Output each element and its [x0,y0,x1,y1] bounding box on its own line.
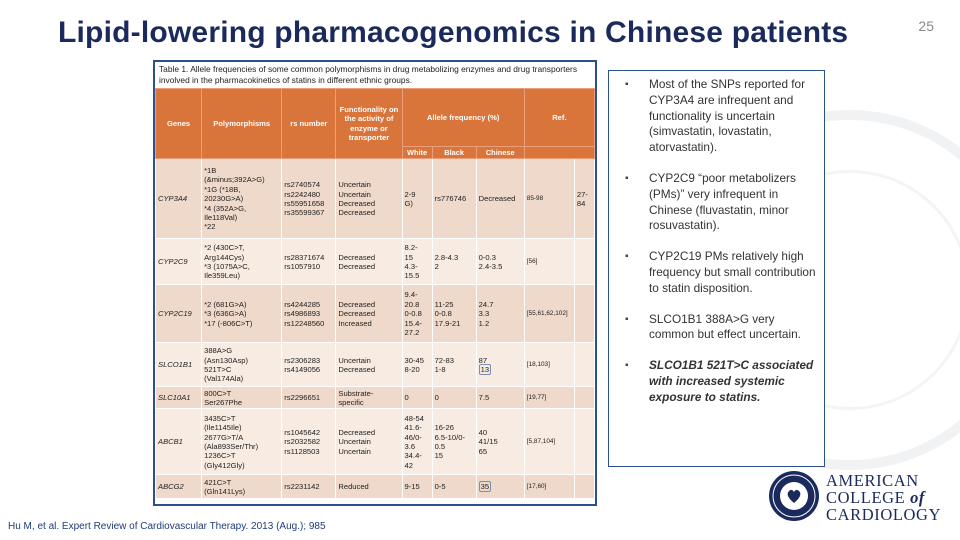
cell-functionality: Decreased Decreased Increased [336,285,402,343]
bullet-text: SLCO1B1 521T>C associated with increased systemic exposure to statins. [649,358,814,404]
table-body [156,159,595,499]
chinese-highlight-box: 13 [480,364,490,374]
cell-extra [574,239,594,285]
cell-polymorphism: 3435C>T (Ile1145Ile) 2677G>T/A (Ala893Ser/Thr) 1236C>T (Gly412Gly) [202,409,282,475]
table-row [156,285,595,343]
cell-ref: [55,61,62,102] [524,285,574,343]
bullet-text: CYP2C19 PMs relatively high frequency but small contribution to statin disposition. [649,249,816,295]
cell-chinese: 40 41/15 65 [476,409,524,475]
header-black: Black [432,147,476,159]
bullet-item [617,312,816,344]
cell-functionality: Uncertain Decreased [336,343,402,387]
cell-gene: CYP2C9 [156,239,202,285]
cell-extra: 27- 84 [574,159,594,239]
cell-white: 30-45 8-20 [402,343,432,387]
logo-line-2 [826,489,941,506]
bullet-icon: ▪ [625,79,629,90]
bullet-item [617,171,816,234]
bullet-icon: ▪ [625,360,629,372]
cell-rs-number: rs2231142 [282,475,336,499]
cell-ref: [17,60] [524,475,574,499]
header-ref: Ref. [524,89,594,147]
logo-line-2-of: of [910,488,926,507]
cell-rs-number: rs4244285 rs4986893 rs12248560 [282,285,336,343]
bullet-icon: ▪ [625,172,629,184]
cell-rs-number: rs1045642 rs2032582 rs1128503 [282,409,336,475]
cell-chinese: 7.5 [476,387,524,409]
header-polymorphisms: Polymorphisms [202,89,282,159]
cell-extra [574,387,594,409]
cell-rs-number: rs2296651 [282,387,336,409]
cell-chinese [476,475,524,499]
cell-white: 8.2- 15 4.3- 15.5 [402,239,432,285]
header-functionality: Functionality on the activity of enzyme or transporter [336,89,402,159]
cell-functionality: Substrate- specific [336,387,402,409]
chinese-highlight-box: 35 [480,482,490,492]
cell-functionality: Decreased Decreased [336,239,402,285]
cell-rs-number: rs28371674 rs1057910 [282,239,336,285]
cell-black: rs776746 [432,159,476,239]
acc-seal-icon [768,470,820,522]
cell-black: 0 [432,387,476,409]
cell-white: 0 [402,387,432,409]
cell-gene: ABCG2 [156,475,202,499]
cell-chinese: 87 13 [476,343,524,387]
slide-number: 25 [918,18,934,34]
cell-ref: [5,87,104] [524,409,574,475]
logo-line-3: CARDIOLOGY [826,505,942,524]
header-allele-frequency: Allele frequency (%) [402,89,524,147]
cell-extra [574,409,594,475]
cell-white: 2-9 G) [402,159,432,239]
cell-extra [574,475,594,499]
cell-ref: 85-98 [524,159,574,239]
cell-black: 11-25 0-0.8 17.9-21 [432,285,476,343]
cell-functionality: Uncertain Uncertain Decreased Decreased [336,159,402,239]
header-genes: Genes [156,89,202,159]
bullet-text: CYP2C9 “poor metabolizers (PMs)” very infrequent in Chinese (fluvastatin, minor rosuvastatin). [649,170,796,233]
cell-rs-number: rs2740574 rs2242480 rs55951658 rs35599367 [282,159,336,239]
cell-functionality: Decreased Uncertain Uncertain [336,409,402,475]
logo-line-1: AMERICAN [826,471,919,490]
cell-black: 2.8-4.3 2 [432,239,476,285]
bullet-item [617,358,816,405]
bullet-icon: ▪ [625,313,629,325]
cell-ref: [18,103] [524,343,574,387]
cell-polymorphism: *2 (681G>A) *3 (636G>A) *17 (-806C>T) [202,285,282,343]
cell-chinese: 0-0.3 2.4-3.5 [476,239,524,285]
cell-polymorphism: 800C>T Ser267Phe [202,387,282,409]
table-row [156,159,595,239]
table-row [156,343,595,387]
cell-polymorphism: *1B (&minus;392A>G) *1G (*18B, 20230G>A) *4 (352A>G, Ile118Val) *22 [202,159,282,239]
header-white: White [402,147,432,159]
cell-polymorphism: *2 (430C>T, Arg144Cys) *3 (1075A>C, Ile359Leu) [202,239,282,285]
cell-white: 9-15 [402,475,432,499]
cell-chinese: 24.7 3.3 1.2 [476,285,524,343]
bullet-item [617,249,816,296]
cell-gene: CYP3A4 [156,159,202,239]
cell-gene: ABCB1 [156,409,202,475]
cell-ref: [56] [524,239,574,285]
logo-line-2-text: COLLEGE [826,488,911,507]
cell-gene: CYP2C19 [156,285,202,343]
cell-white: 48-54 41.6- 46/0- 3.6 34.4- 42 [402,409,432,475]
cell-black: 0-5 [432,475,476,499]
bullet-text: Most of the SNPs reported for CYP3A4 are infrequent and functionality is uncertain (simvastatin, lovastatin, atorvastatin). [649,77,806,155]
header-rs-number: rs number [282,89,336,159]
table-row [156,239,595,285]
table-row [156,387,595,409]
cell-ref: [19,77] [524,387,574,409]
cell-gene: SLCO1B1 [156,343,202,387]
cell-polymorphism: 421C>T (Gln141Lys) [202,475,282,499]
cell-polymorphism: 388A>G (Asn130Asp) 521T>C (Val174Ala) [202,343,282,387]
table-figure [153,60,597,506]
cell-black: 16-26 6.5-10/0- 0.5 15 [432,409,476,475]
bullet-item [617,77,816,156]
bullet-list [617,77,816,406]
table-row [156,409,595,475]
cell-black: 72-83 1-8 [432,343,476,387]
slide-title: Lipid-lowering pharmacogenomics in Chinese patients [58,16,849,49]
header-ref-sub [524,147,594,159]
cell-white: 9.4- 20.8 0-0.8 15.4- 27.2 [402,285,432,343]
cell-chinese: Decreased [476,159,524,239]
citation: Hu M, et al. Expert Review of Cardiovascular Therapy. 2013 (Aug.); 985 [8,521,326,532]
cell-functionality: Reduced [336,475,402,499]
table-caption: Table 1. Allele frequencies of some common polymorphisms in drug metabolizing enzymes and drug transporters involved in the pharmacokinetics of statins in different ethnic groups. [159,64,578,85]
acc-logo-wordmark [826,472,941,523]
bullet-text: SLCO1B1 388A>G very common but effect uncertain. [649,311,801,342]
cell-rs-number: rs2306283 rs4149056 [282,343,336,387]
header-chinese: Chinese [476,147,524,159]
cell-extra [574,285,594,343]
bullet-panel [608,70,825,467]
bullet-icon: ▪ [625,251,629,263]
cell-extra [574,343,594,387]
allele-frequency-table [155,88,595,499]
cell-gene: SLC10A1 [156,387,202,409]
table-row [156,475,595,499]
